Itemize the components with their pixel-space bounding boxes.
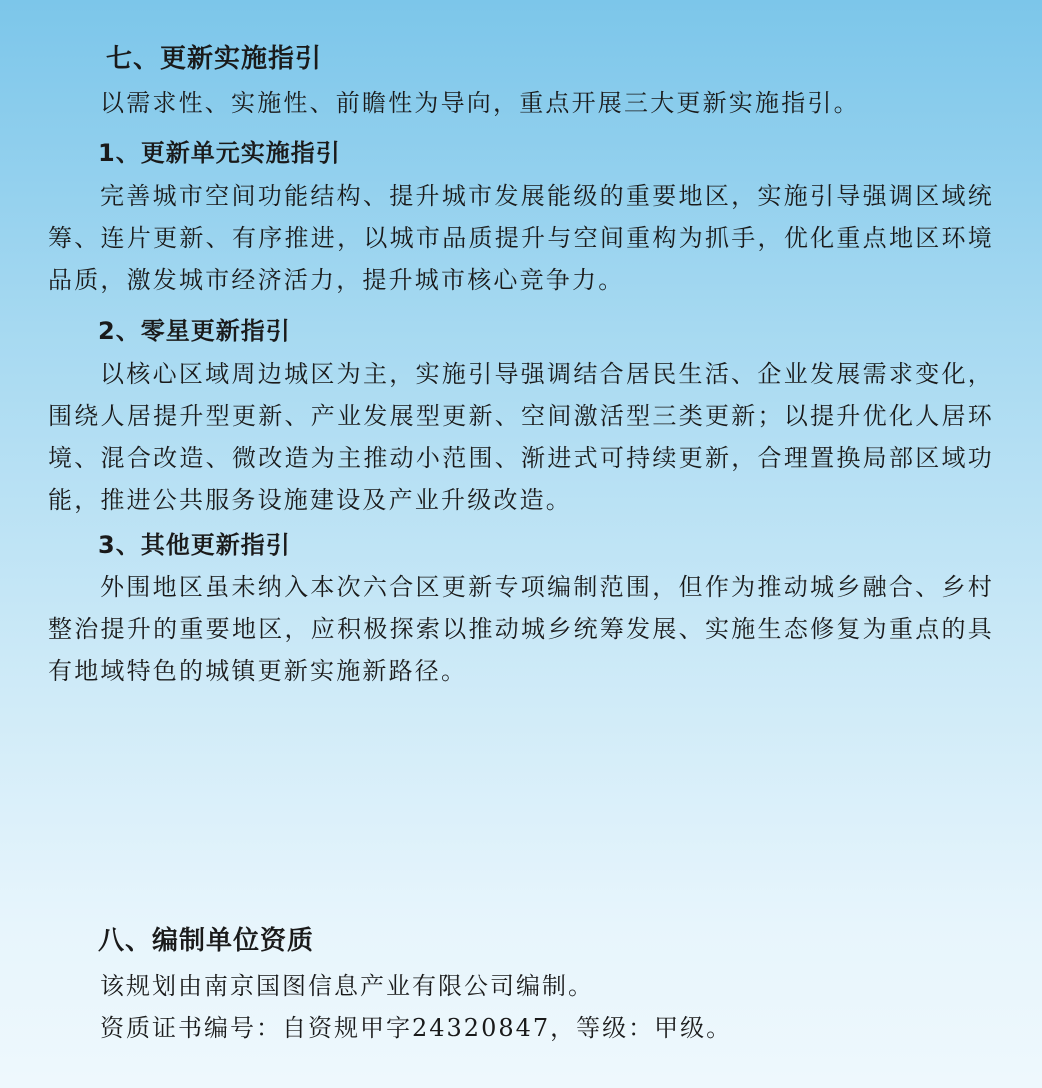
subsection-3-heading: 3、其他更新指引 xyxy=(98,531,291,559)
section-8-line-2: 资质证书编号：自资规甲字24320847，等级：甲级。 xyxy=(100,1014,733,1042)
section-8-line-1: 该规划由南京国图信息产业有限公司编制。 xyxy=(100,972,594,1000)
subsection-2-heading: 2、零星更新指引 xyxy=(98,317,291,345)
subsection-3-body: 外围地区虽未纳入本次六合区更新专项编制范围，但作为推动城乡融合、乡村整治提升的重要地区，应积极探索以推动城乡统筹发展、实施生态修复为重点的具有地域特色的城镇更新实施新路径。 xyxy=(48,573,994,685)
subsection-1-heading: 1、更新单元实施指引 xyxy=(98,139,341,167)
subsection-1-body: 完善城市空间功能结构、提升城市发展能级的重要地区，实施引导强调区域统筹、连片更新、有序推进，以城市品质提升与空间重构为抓手，优化重点地区环境品质，激发城市经济活力，提升城市核心竞争力。 xyxy=(48,182,994,294)
section-8-title: 八、编制单位资质 xyxy=(98,926,315,956)
section-7-title: 七、更新实施指引 xyxy=(106,44,323,74)
subsection-2-body: 以核心区域周边城区为主，实施引导强调结合居民生活、企业发展需求变化，围绕人居提升型更新、产业发展型更新、空间激活型三类更新；以提升优化人居环境、混合改造、微改造为主推动小范围、渐进式可持续更新，合理置换局部区域功能，推进公共服务设施建设及产业升级改造。 xyxy=(48,360,994,514)
section-7-intro: 以需求性、实施性、前瞻性为导向，重点开展三大更新实施指引。 xyxy=(100,89,860,117)
